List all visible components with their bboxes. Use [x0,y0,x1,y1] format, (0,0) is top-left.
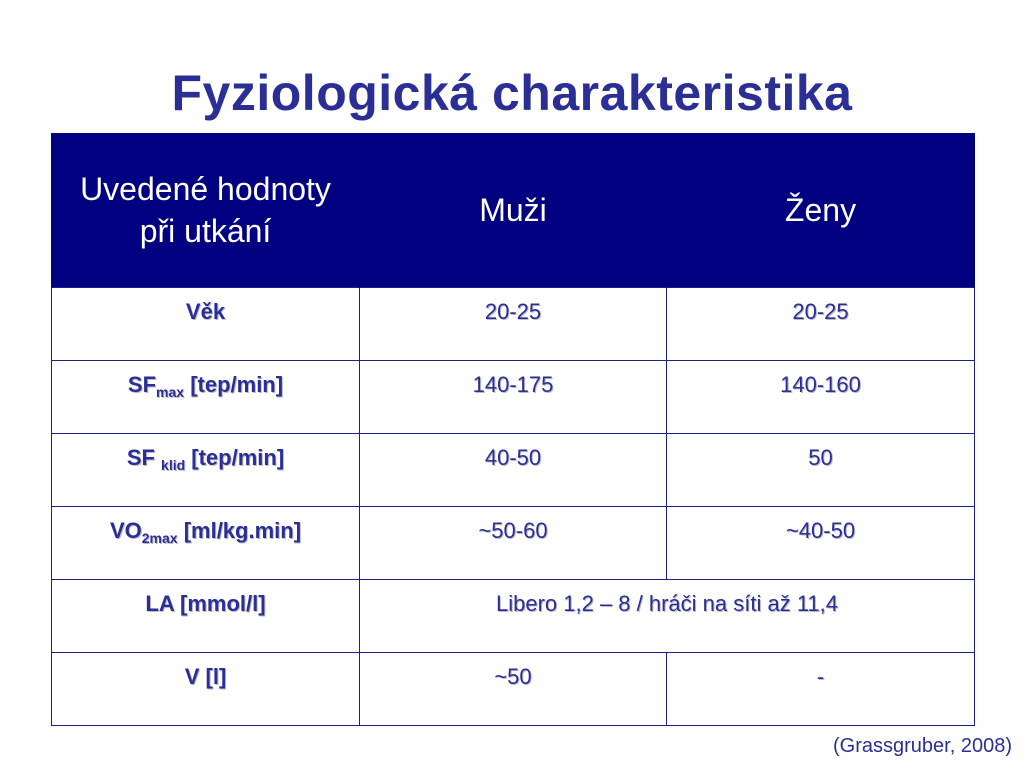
label-subscript: klid [161,456,186,473]
header-men: Muži [360,133,667,287]
row-label-hr-max [52,360,360,433]
citation: (Grassgruber, 2008) [833,735,1012,757]
physiology-table [51,133,975,726]
row-label-lactate: LA [mmol/l] [52,579,360,652]
row-label-age: Věk [52,287,360,360]
table-row-volume [52,652,975,725]
label-main: VO [109,517,142,543]
cell-volume-men: ~50 [360,652,667,725]
label-main: SF [127,371,157,397]
slide-title: Fyziologická charakteristika [171,65,853,121]
label-subscript: max [156,383,185,400]
label-subscript: 2max [141,529,178,546]
row-label-vo2max [52,506,360,579]
table-row-lactate [52,579,975,652]
cell-vo2max-men: ~50-60 [360,506,667,579]
cell-vo2max-women: ~40-50 [667,506,975,579]
row-label-volume: V [l] [52,652,360,725]
header-women: Ženy [667,133,975,287]
table-row-vo2max [52,506,975,579]
header-values-at-match: Uvedené hodnoty při utkání [52,133,360,287]
table-row-age [52,287,975,360]
row-label-hr-rest [52,433,360,506]
cell-hr-rest-women: 50 [667,433,975,506]
cell-age-men: 20-25 [360,287,667,360]
cell-hr-max-women: 140-160 [667,360,975,433]
cell-volume-women: - [667,652,975,725]
table-row-hr-max [52,360,975,433]
table-row-hr-rest [52,433,975,506]
cell-lactate-merged: Libero 1,2 – 8 / hráči na síti až 11,4 [360,579,975,652]
label-unit: [tep/min] [184,371,284,397]
cell-hr-rest-men: 40-50 [360,433,667,506]
label-unit: [ml/kg.min] [177,517,302,543]
table-header-row [52,133,975,287]
label-unit: [tep/min] [185,444,285,470]
cell-age-women: 20-25 [667,287,975,360]
label-main: SF [126,444,162,470]
cell-hr-max-men: 140-175 [360,360,667,433]
